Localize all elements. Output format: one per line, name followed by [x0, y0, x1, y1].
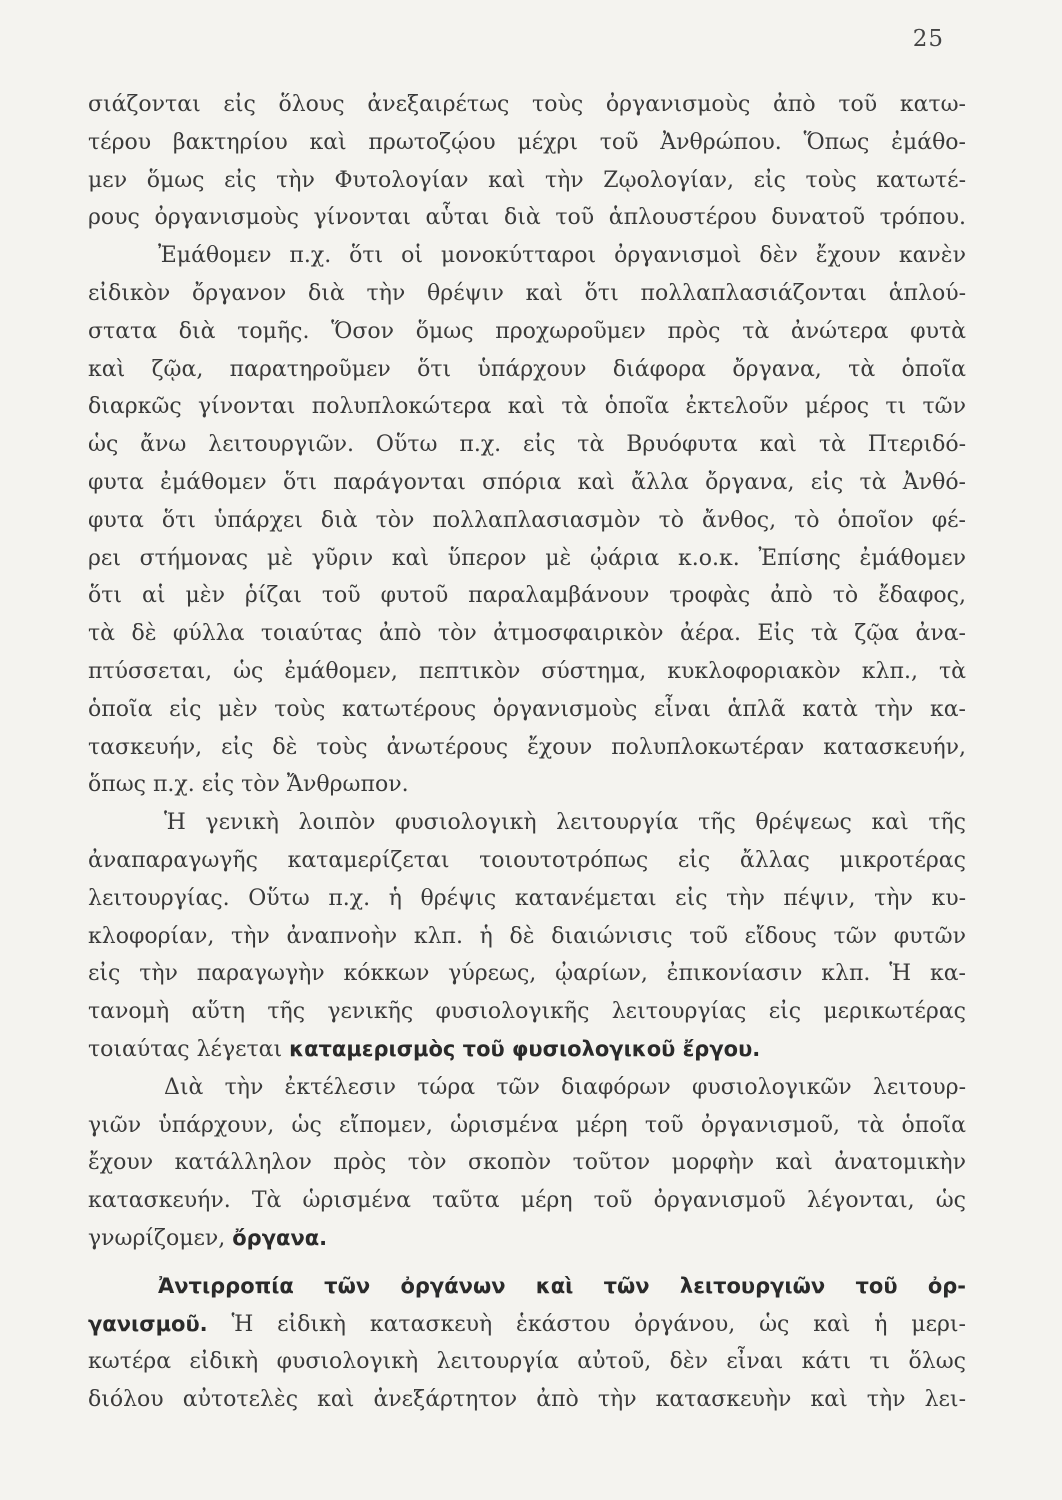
text-line: διαρκῶς γίνονται πολυπλοκώτερα καὶ τὰ ὁποῖα ἐκτελοῦν μέρος τι τῶν: [88, 394, 966, 420]
text-line: ἀναπαραγωγῆς καταμερίζεται τοιουτοτρόπως εἰς ἄλλας μικροτέρας: [88, 847, 966, 873]
text-line: τὰ δὲ φύλλα τοιαύτας ἀπὸ τὸν ἀτμοσφαιρικὸν ἀέρα. Εἰς τὰ ζῷα ἀνα-: [88, 621, 966, 647]
text-line: Διὰ τὴν ἐκτέλεσιν τώρα τῶν διαφόρων φυσιολογικῶν λειτουρ-: [164, 1074, 966, 1100]
text-line: στατα διὰ τομῆς. Ὅσον ὅμως προχωροῦμεν πρὸς τὰ ἀνώτερα φυτὰ: [88, 318, 966, 344]
text-line: ρους ὀργανισμοὺς γίνονται αὗται διὰ τοῦ ἁπλουστέρου δυνατοῦ τρόπου.: [88, 205, 966, 231]
text-line: σιάζονται εἰς ὅλους ἀνεξαιρέτως τοὺς ὀργανισμοὺς ἀπὸ τοῦ κατω-: [88, 92, 966, 117]
text-line: διόλου αὐτοτελὲς καὶ ἀνεξάρτητον ἀπὸ τὴν κατασκευὴν καὶ τὴν λει-: [88, 1387, 966, 1413]
text-line: ρει στήμονας μὲ γῦριν καὶ ὕπερον μὲ ᾠάρια κ.ο.κ. Ἐπίσης ἐμάθομεν: [88, 545, 966, 571]
text-line: φυτα ἐμάθομεν ὅτι παράγονται σπόρια καὶ ἄλλα ὄργανα, εἰς τὰ Ἀνθό-: [88, 469, 966, 495]
text-span: τοιαύτας λέγεται: [88, 1036, 290, 1062]
text-line: [88, 1306, 966, 1344]
text-line: [88, 1031, 966, 1069]
text-line: καὶ ζῷα, παρατηροῦμεν ὅτι ὑπάρχουν διάφορα ὄργανα, τὰ ὁποῖα: [88, 356, 966, 382]
text-line: [88, 1220, 966, 1258]
text-line: κατασκευήν. Τὰ ὡρισμένα ταῦτα μέρη τοῦ ὀργανισμοῦ λέγονται, ὡς: [88, 1188, 966, 1214]
text-line: μεν ὅμως εἰς τὴν Φυτολογίαν καὶ τὴν Ζῳολογίαν, εἰς τοὺς κατωτέ-: [88, 167, 966, 193]
text-line: τέρου βακτηρίου καὶ πρωτοζῴου μέχρι τοῦ Ἀνθρώπου. Ὅπως ἐμάθο-: [88, 129, 966, 155]
page-number: 25: [912, 26, 944, 52]
text-line: εἰς τὴν παραγωγὴν κόκκων γύρεως, ᾠαρίων, ἐπικονίασιν κλπ. Ἡ κα-: [88, 961, 966, 987]
body-text: [88, 86, 966, 1419]
text-line: Ἡ γενικὴ λοιπὸν φυσιολογικὴ λειτουργία τῆς θρέψεως καὶ τῆς: [164, 810, 966, 836]
text-line: φυτα ὅτι ὑπάρχει διὰ τὸν πολλαπλασιασμὸν τὸ ἄνθος, τὸ ὁποῖον φέ-: [88, 507, 966, 533]
text-span: Ἡ εἰδικὴ κατασκευὴ ἑκάστου ὀργάνου, ὡς καὶ ἡ μερι-: [207, 1311, 966, 1337]
text-span: γνωρίζομεν,: [88, 1225, 233, 1251]
text-line: ὅπως π.χ. εἰς τὸν Ἄνθρωπον.: [88, 772, 409, 798]
text-line: κωτέρα εἰδικὴ φυσιολογικὴ λειτουργία αὐτοῦ, δὲν εἶναι κάτι τι ὅλως: [88, 1349, 966, 1375]
text-line: εἰδικὸν ὄργανον διὰ τὴν θρέψιν καὶ ὅτι πολλαπλασιάζονται ἁπλού-: [88, 280, 966, 306]
text-line: ὅτι αἱ μὲν ῥίζαι τοῦ φυτοῦ παραλαμβάνουν τροφὰς ἀπὸ τὸ ἔδαφος,: [88, 583, 966, 609]
text-line: Ἐμάθομεν π.χ. ὅτι οἱ μονοκύτταροι ὀργανισμοὶ δὲν ἔχουν κανὲν: [158, 243, 966, 269]
section-heading: Ἀντιρροπία τῶν ὀργάνων καὶ τῶν λειτουργιῶν τοῦ ὀρ-: [158, 1273, 966, 1298]
section-heading-line: [88, 1268, 966, 1306]
text-line: λειτουργίας. Οὕτω π.χ. ἡ θρέψις κατανέμεται εἰς τὴν πέψιν, τὴν κυ-: [88, 885, 966, 911]
text-line: γιῶν ὑπάρχουν, ὡς εἴπομεν, ὡρισμένα μέρη τοῦ ὀργανισμοῦ, τὰ ὁποῖα: [88, 1112, 966, 1138]
text-line: ἔχουν κατάλληλον πρὸς τὸν σκοπὸν τοῦτον μορφὴν καὶ ἀνατομικὴν: [88, 1150, 966, 1176]
bold-term: καταμερισμὸς τοῦ φυσιολογικοῦ ἔργου.: [289, 1036, 761, 1061]
section-heading: γανισμοῦ.: [88, 1311, 208, 1336]
text-line: τασκευήν, εἰς δὲ τοὺς ἀνωτέρους ἔχουν πολυπλοκωτέραν κατασκευήν,: [88, 734, 966, 760]
text-line: κλοφορίαν, τὴν ἀναπνοὴν κλπ. ἡ δὲ διαιώνισις τοῦ εἴδους τῶν φυτῶν: [88, 923, 966, 949]
text-line: ὁποῖα εἰς μὲν τοὺς κατωτέρους ὀργανισμοὺς εἶναι ἁπλᾶ κατὰ τὴν κα-: [88, 696, 966, 722]
text-line: τανομὴ αὕτη τῆς γενικῆς φυσιολογικῆς λειτουργίας εἰς μερικωτέρας: [88, 999, 966, 1025]
bold-term: ὄργανα.: [232, 1225, 328, 1250]
text-line: πτύσσεται, ὡς ἐμάθομεν, πεπτικὸν σύστημα, κυκλοφοριακὸν κλπ., τὰ: [88, 658, 966, 684]
text-line: ὡς ἄνω λειτουργιῶν. Οὕτω π.χ. εἰς τὰ Βρυόφυτα καὶ τὰ Πτεριδό-: [88, 432, 966, 458]
